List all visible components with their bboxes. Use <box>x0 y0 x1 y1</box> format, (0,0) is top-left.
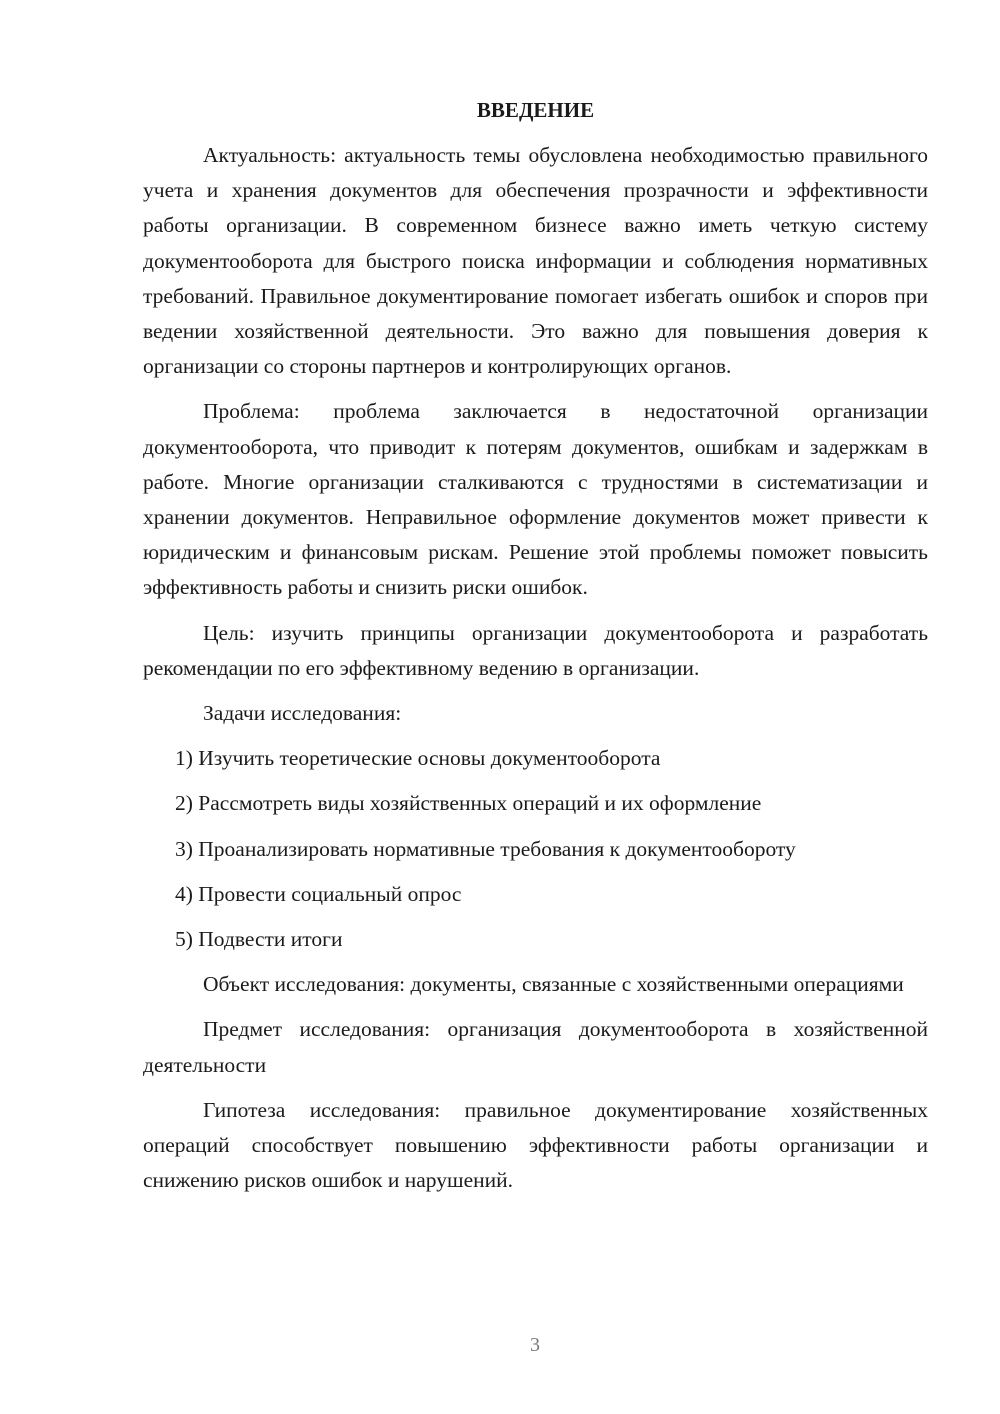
page-number: 3 <box>530 1334 540 1356</box>
goal-paragraph: Цель: изучить принципы организации документооборота и разработать рекомендации по его эффективному ведению в организации. <box>143 620 928 680</box>
list-item: 2) Рассмотреть виды хозяйственных операций и их оформление <box>175 791 762 816</box>
list-item: 1) Изучить теоретические основы документооборота <box>175 746 661 771</box>
subject-paragraph: Предмет исследования: организация документооборота в хозяйственной деятельности <box>143 1017 928 1077</box>
object-paragraph: Объект исследования: документы, связанные с хозяйственными операциями <box>203 972 904 997</box>
list-item: 3) Проанализировать нормативные требования к документообороту <box>175 836 796 861</box>
tasks-heading: Задачи исследования: <box>203 701 402 726</box>
section-heading: ВВЕДЕНИЕ <box>476 98 595 122</box>
problem-paragraph: Проблема: проблема заключается в недостаточной организации документооборота, что приводит к потерям документов, ошибкам и задержкам в работе. Многие организации сталкиваются с трудностями в систематизации и хранении документов. Неправильное оформление документов может привести к юридическим и финансовым рискам. Решение этой проблемы поможет повысить эффективность работы и снизить риски ошибок. <box>143 399 928 600</box>
list-item: 4) Провести социальный опрос <box>175 881 462 906</box>
hypothesis-paragraph: Гипотеза исследования: правильное документирование хозяйственных операций способствует повышению эффективности работы организации и снижению рисков ошибок и нарушений. <box>143 1097 928 1193</box>
tasks-list <box>143 741 928 957</box>
relevance-paragraph: Актуальность: актуальность темы обусловлена необходимостью правильного учета и хранения документов для обеспечения прозрачности и эффективности работы организации. В современном бизнесе важно иметь четкую систему документооборота для быстрого поиска информации и соблюдения нормативных требований. Правильное документирование помогает избегать ошибок и споров при ведении хозяйственной деятельности. Это важно для повышения доверия к организации со стороны партнеров и контролирующих органов. <box>143 143 928 379</box>
page-content <box>143 93 928 1208</box>
list-item: 5) Подвести итоги <box>175 927 343 952</box>
